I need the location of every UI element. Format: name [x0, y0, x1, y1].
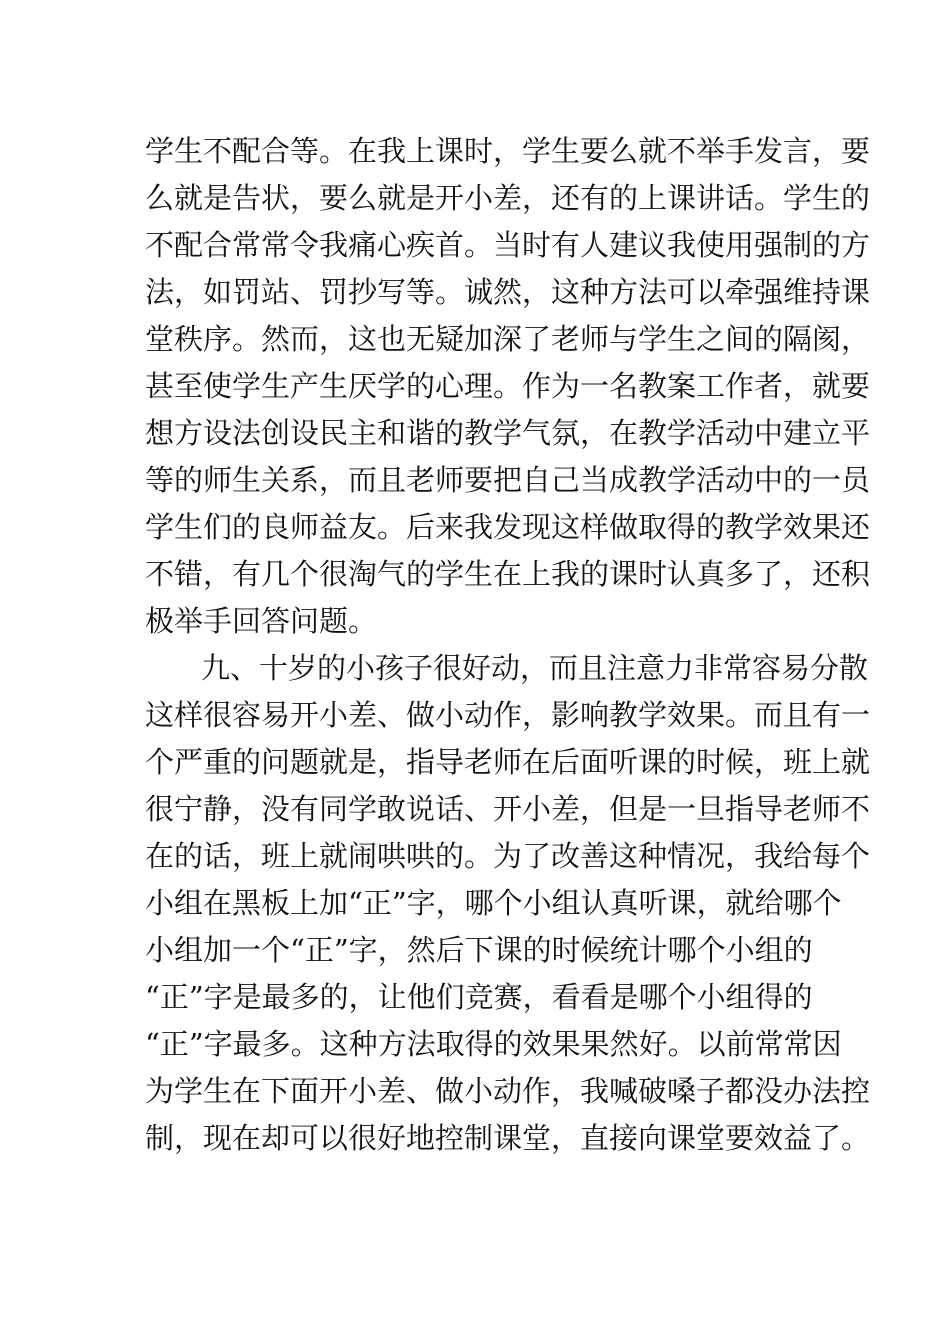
text-line: 小组加一个“正”字，然后下课的时候统计哪个小组的 — [145, 933, 813, 967]
text-line: 不配合常常令我痛心疾首。当时有人建议我使用强制的方 — [145, 228, 871, 262]
text-line: 甚至使学生产生厌学的心理。作为一名教案工作者，就要 — [145, 369, 871, 403]
text-line: 想方设法创设民主和谐的教学气氛，在教学活动中建立平 — [145, 416, 871, 450]
text-line: “正”字是最多的，让他们竞赛，看看是哪个小组得的 — [145, 980, 813, 1014]
text-line: 为学生在下面开小差、做小动作，我喊破嗓子都没办法控 — [145, 1074, 871, 1108]
text-line: 个严重的问题就是，指导老师在后面听课的时候，班上就 — [145, 745, 871, 779]
text-line: 等的师生关系，而且老师要把自己当成教学活动中的一员 — [145, 463, 871, 497]
text-line: 这样很容易开小差、做小动作，影响教学效果。而且有一 — [145, 698, 871, 732]
text-line: 学生不配合等。在我上课时，学生要么就不举手发言，要 — [145, 134, 871, 168]
text-line: 堂秩序。然而，这也无疑加深了老师与学生之间的隔阂， — [145, 322, 871, 356]
text-line: 学生们的良师益友。后来我发现这样做取得的教学效果还 — [145, 510, 871, 544]
text-line: 法，如罚站、罚抄写等。诚然，这种方法可以牵强维持课 — [145, 275, 871, 309]
text-line-indented: 九、十岁的小孩子很好动，而且注意力非常容易分散 — [201, 651, 869, 685]
paragraph-1 — [145, 128, 871, 645]
paragraph-2 — [145, 645, 871, 1162]
text-line: 极举手回答问题。 — [145, 604, 378, 638]
text-line: 在的话，班上就闹哄哄的。为了改善这种情况，我给每个 — [145, 839, 871, 873]
text-line: 么就是告状，要么就是开小差，还有的上课讲话。学生的 — [145, 181, 871, 215]
text-line: 不错，有几个很淘气的学生在上我的课时认真多了，还积 — [145, 557, 871, 591]
text-line: 制，现在却可以很好地控制课堂，直接向课堂要效益了。 — [145, 1121, 871, 1155]
text-line: 小组在黑板上加“正”字，哪个小组认真听课，就给哪个 — [145, 886, 842, 920]
text-line: “正”字最多。这种方法取得的效果果然好。以前常常因 — [145, 1027, 842, 1061]
text-line: 很宁静，没有同学敢说话、开小差，但是一旦指导老师不 — [145, 792, 871, 826]
body-text — [145, 128, 871, 1162]
